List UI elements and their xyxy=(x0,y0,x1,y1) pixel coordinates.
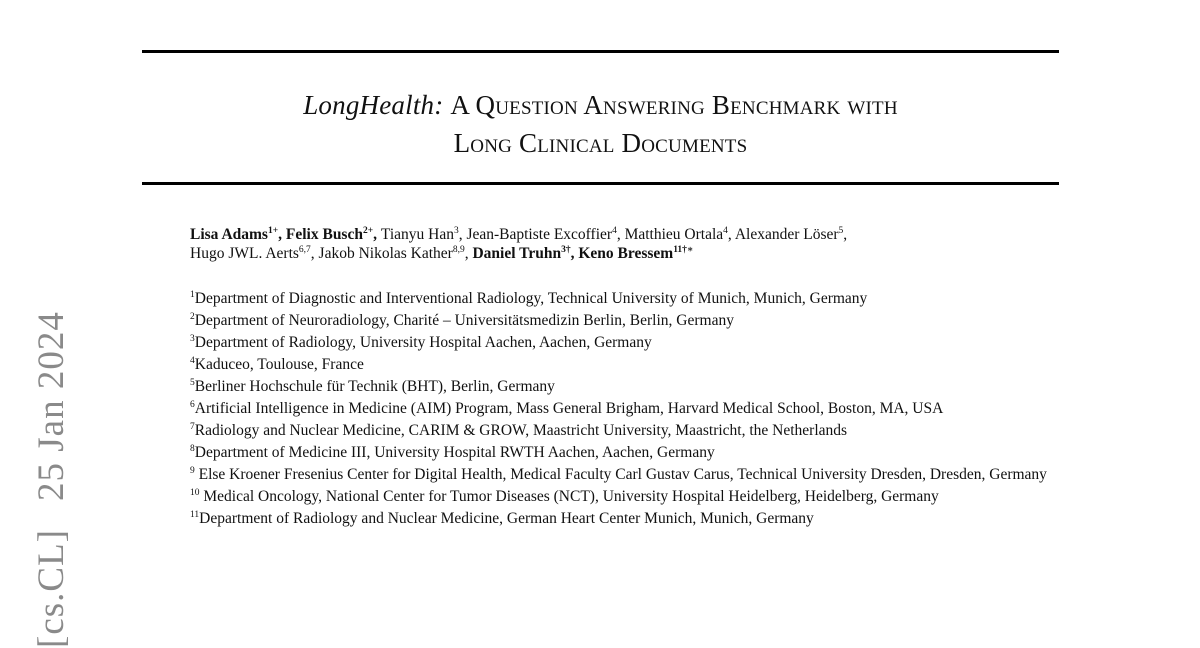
affiliation-item xyxy=(190,289,1050,308)
arxiv-category: [cs.CL] xyxy=(31,529,72,648)
author-name: Jakob Nikolas Kather xyxy=(318,245,453,262)
author-name: Jean-Baptiste Excoffier xyxy=(466,226,613,243)
author-affiliation-mark: 1+ xyxy=(267,225,279,236)
author-name: Tianyu Han xyxy=(380,226,454,243)
author-affiliation-mark: 6,7 xyxy=(298,244,311,255)
title-line-1-rest: A Question Answering Benchmark with xyxy=(450,90,898,120)
title-bottom-rule xyxy=(142,182,1059,185)
author-separator: , xyxy=(373,226,381,243)
author xyxy=(190,226,286,243)
author-affiliation-mark: 8,9 xyxy=(452,244,465,255)
author-separator: , xyxy=(458,226,467,243)
author xyxy=(625,226,735,243)
affiliation-text: Department of Diagnostic and Interventional Radiology, Technical University of Munich, Munich, Germany xyxy=(194,290,868,307)
author-name: Alexander Löser xyxy=(734,226,839,243)
arxiv-date: 25 Jan 2024 xyxy=(31,311,72,501)
title-line-2: Long Clinical Documents xyxy=(453,128,748,158)
author-separator: , xyxy=(843,226,848,243)
affiliation-text: Department of Medicine III, University Hospital RWTH Aachen, Aachen, Germany xyxy=(194,444,715,461)
author xyxy=(381,226,467,243)
author xyxy=(190,245,319,262)
affiliation-text: Department of Radiology and Nuclear Medicine, German Heart Center Munich, Munich, Germany xyxy=(199,510,814,527)
author-separator: , xyxy=(727,226,735,243)
author xyxy=(735,226,847,243)
author-name: Lisa Adams xyxy=(190,226,268,243)
author-separator: , xyxy=(464,245,473,262)
affiliation-number: 4 xyxy=(190,355,195,366)
affiliation-item xyxy=(190,377,1050,396)
affiliation-list xyxy=(190,289,1050,531)
paper-title xyxy=(142,86,1059,162)
author-separator: , xyxy=(570,245,579,262)
affiliation-item xyxy=(190,443,1050,462)
arxiv-side-stamp xyxy=(30,311,73,648)
affiliation-number: 5 xyxy=(190,377,195,388)
affiliation-text: Medical Oncology, National Center for Tumor Diseases (NCT), University Hospital Heidelberg, Heidelberg, Germany xyxy=(199,488,939,505)
affiliation-text: Department of Neuroradiology, Charité – Universitätsmedizin Berlin, Berlin, Germany xyxy=(194,312,734,329)
affiliation-item xyxy=(190,355,1050,374)
author-affiliation-mark: 3 xyxy=(453,225,459,236)
affiliation-item xyxy=(190,333,1050,352)
author-name: Keno Bressem xyxy=(578,245,674,262)
author-list xyxy=(190,225,1050,263)
title-italic-part: LongHealth: xyxy=(303,90,444,120)
author-affiliation-mark: 4 xyxy=(612,225,617,236)
affiliation-text: Berliner Hochschule für Technik (BHT), Berlin, Germany xyxy=(194,378,555,395)
affiliation-number: 11 xyxy=(190,509,200,520)
author-affiliation-mark: 2+ xyxy=(362,225,374,236)
author-name: Felix Busch xyxy=(285,226,363,243)
affiliation-item xyxy=(190,421,1050,440)
affiliation-item xyxy=(190,311,1050,330)
affiliation-number: 6 xyxy=(190,399,195,410)
affiliation-text: Artificial Intelligence in Medicine (AIM) Program, Mass General Brigham, Harvard Medical School, Boston, MA, USA xyxy=(194,400,944,417)
author xyxy=(286,226,381,243)
affiliation-number: 3 xyxy=(190,333,195,344)
author xyxy=(578,245,693,262)
author-separator: , xyxy=(616,226,625,243)
author xyxy=(319,245,473,262)
affiliation-item xyxy=(190,399,1050,418)
affiliation-text: Kaduceo, Toulouse, France xyxy=(194,356,364,373)
author-name: Daniel Truhn xyxy=(472,245,562,262)
affiliation-item xyxy=(190,509,1050,528)
author xyxy=(466,226,624,243)
affiliation-text: Else Kroener Fresenius Center for Digital Health, Medical Faculty Carl Gustav Carus, Technical University Dresden, Dresden, Germany xyxy=(194,466,1047,483)
author-affiliation-mark: 3† xyxy=(561,244,571,255)
affiliation-text: Radiology and Nuclear Medicine, CARIM & GROW, Maastricht University, Maastricht, the Netherlands xyxy=(194,422,848,439)
affiliation-number: 7 xyxy=(190,421,195,432)
author-affiliation-mark: 4 xyxy=(723,225,728,236)
affiliation-item xyxy=(190,487,1050,506)
title-top-rule xyxy=(142,50,1059,53)
author-affiliation-mark: 5 xyxy=(838,225,844,236)
affiliation-number: 1 xyxy=(190,289,195,300)
author-separator: , xyxy=(310,245,319,262)
author-name: Hugo JWL. Aerts xyxy=(190,245,299,262)
author-affiliation-mark: 11†∗ xyxy=(673,244,694,255)
affiliation-number: 8 xyxy=(190,443,195,454)
author-separator: , xyxy=(278,226,286,243)
affiliation-number: 10 xyxy=(190,487,200,498)
title-line-1 xyxy=(142,86,1059,124)
affiliation-number: 9 xyxy=(190,465,195,476)
affiliation-text: Department of Radiology, University Hospital Aachen, Aachen, Germany xyxy=(194,334,652,351)
author-name: Matthieu Ortala xyxy=(624,226,724,243)
affiliation-item xyxy=(190,465,1050,484)
author xyxy=(472,245,578,262)
affiliation-number: 2 xyxy=(190,311,195,322)
